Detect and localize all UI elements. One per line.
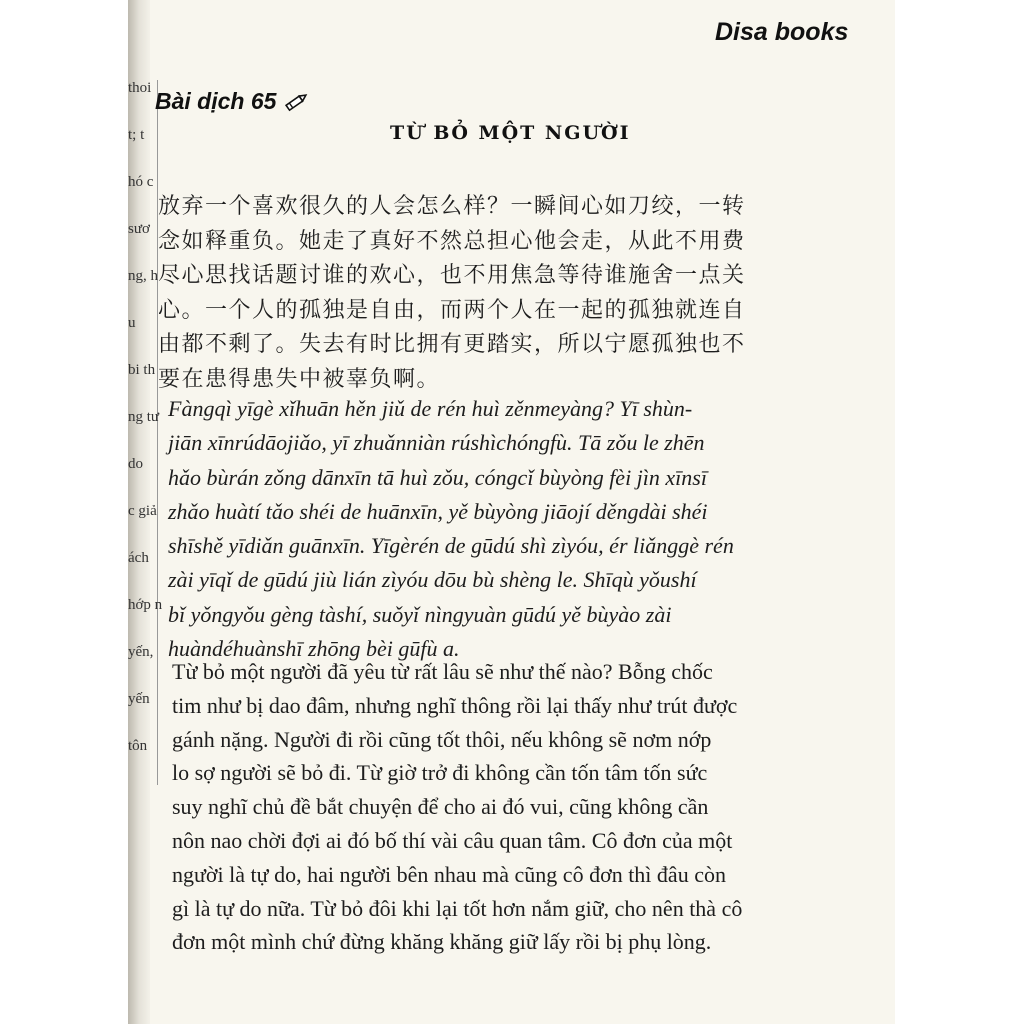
page-title: TỪ BỎ MỘT NGƯỜI: [390, 122, 631, 144]
text-line: 放弃一个喜欢很久的人会怎么样？一瞬间心如刀绞，一转: [158, 194, 746, 219]
text-line: 念如释重负。她走了真好不然总担心他会走，从此不用费: [158, 228, 746, 254]
text-line: 由都不剩了。失去有时比拥有更踏实，所以宁愿孤独也不: [158, 332, 746, 357]
text-line: gánh nặng. Người đi rồi cũng tốt thôi, nếu không sẽ nơm nớp: [172, 726, 712, 752]
text-line: suy nghĩ chủ đề bắt chuyện để cho ai đó vui, cũng không cần: [172, 794, 709, 820]
fragment: c giả: [128, 503, 158, 550]
fragment: yến,: [128, 644, 158, 691]
pinyin-paragraph: [168, 392, 868, 666]
chinese-paragraph: [158, 190, 878, 397]
text-line: gì là tự do nữa. Từ bỏ đôi khi lại tốt hơn nắm giữ, cho nên thà cô: [172, 895, 743, 921]
fragment: u: [128, 315, 158, 362]
text-line: huàndéhuànshī zhōng bèi gūfù a.: [168, 636, 460, 662]
text-line: hǎo bùrán zǒng dānxīn tā huì zǒu, cóngcǐ bùyòng fèi jìn xīnsī: [168, 464, 707, 490]
text-line: jiān xīnrúdāojiǎo, yī zhuǎnniàn rúshìchóngfù. Tā zǒu le zhēn: [168, 430, 705, 456]
fragment: ng tư: [128, 409, 158, 456]
fragment: t; t: [128, 127, 158, 174]
text-line: nôn nao chời đợi ai đó bố thí vài câu quan tâm. Cô đơn của một: [172, 827, 733, 853]
fragment: tôn: [128, 738, 158, 785]
photo-background-right: [895, 0, 1024, 1024]
fragment: ách: [128, 550, 158, 597]
fragment: hó c: [128, 174, 158, 221]
photo-background-left: [0, 0, 128, 1024]
text-line: Fàngqì yīgè xǐhuān hěn jiǔ de rén huì zěnmeyàng? Yī shùn-: [168, 396, 693, 421]
fragment: sươ: [128, 221, 158, 268]
text-line: 心。一个人的孤独是自由，而两个人在一起的孤独就连自: [158, 297, 746, 323]
text-line: tim như bị dao đâm, nhưng nghĩ thông rồi lại thấy như trút được: [172, 692, 738, 718]
fragment: yến: [128, 691, 158, 738]
text-line: lo sợ người sẽ bỏ đi. Từ giờ trở đi không cần tốn tâm tốn sức: [172, 760, 708, 786]
fragment: hớp n: [128, 597, 158, 644]
text-line: bǐ yǒngyǒu gèng tàshí, suǒyǐ nìngyuàn gūdú yě bùyào zài: [168, 601, 672, 627]
fragment: ng, h: [128, 268, 158, 315]
fragment: thoi: [128, 80, 158, 127]
publisher-brand: Disa books: [715, 18, 849, 46]
text-line: đơn một mình chứ đừng khăng khăng giữ lấy rồi bị phụ lòng.: [172, 929, 712, 955]
text-line: zài yīqǐ de gūdú jiù lián zìyóu dōu bù shèng le. Shīqù yǒushí: [168, 567, 697, 593]
fragment: bi th: [128, 362, 158, 409]
fragment: do: [128, 456, 158, 503]
text-line: 要在患得患失中被辜负啊。: [158, 366, 441, 392]
lesson-heading: [155, 88, 310, 115]
vietnamese-paragraph: [172, 655, 872, 959]
previous-page-fragments: [128, 80, 163, 785]
text-line: người là tự do, hai người bên nhau mà cũng cô đơn thì đâu còn: [172, 861, 726, 887]
text-line: Từ bỏ một người đã yêu từ rất lâu sẽ như thế nào? Bỗng chốc: [172, 659, 713, 684]
text-line: zhǎo huàtí tǎo shéi de huānxīn, yě bùyòng jiāojí děngdài shéi: [168, 498, 708, 524]
text-line: 尽心思找话题讨谁的欢心，也不用焦急等待谁施舍一点关: [158, 263, 746, 288]
lesson-label: Bài dịch 65: [155, 88, 277, 114]
pencil-icon: [282, 92, 310, 112]
text-line: shīshě yīdiǎn guānxīn. Yīgèrén de gūdú shì zìyóu, ér liǎnggè rén: [168, 533, 734, 559]
